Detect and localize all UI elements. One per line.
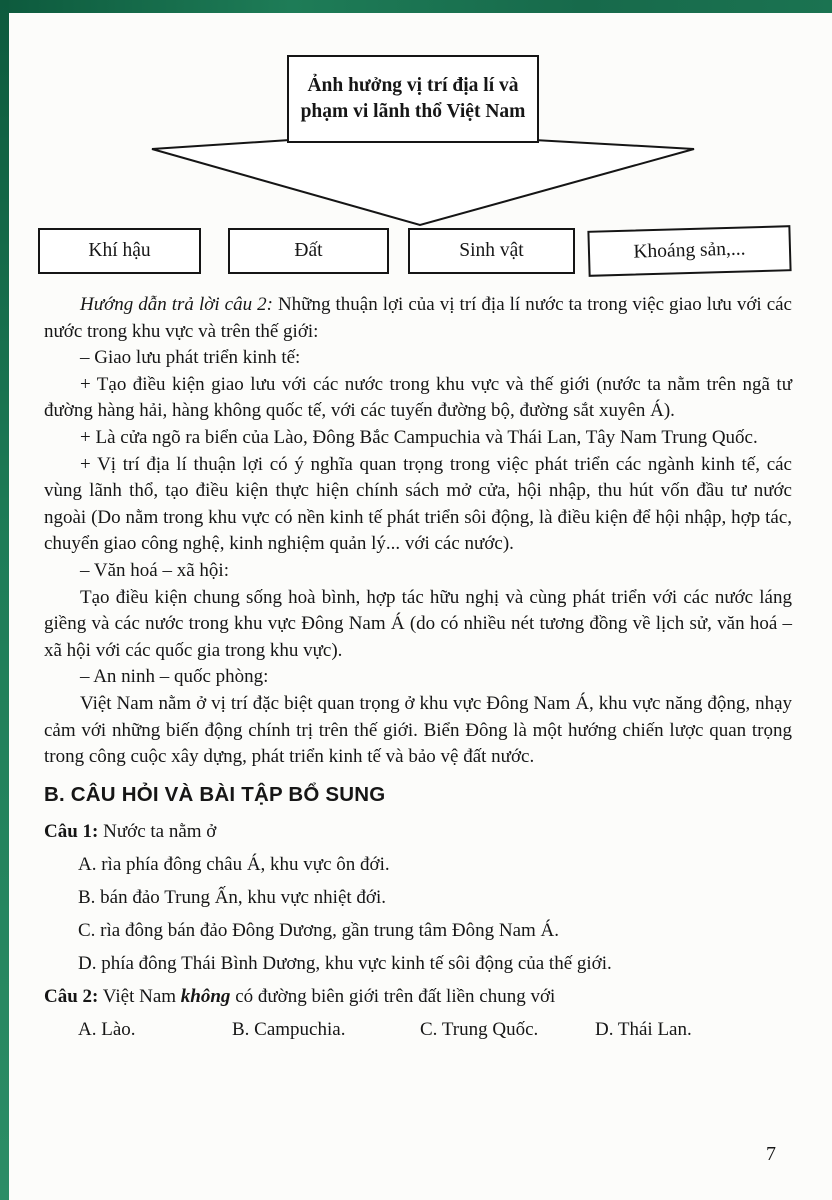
guide-paragraph (44, 292, 792, 345)
paragraph: + Là cửa ngõ ra biển của Lào, Đông Bắc Campuchia và Thái Lan, Tây Nam Trung Quốc. (80, 426, 758, 448)
paragraph: + Tạo điều kiện giao lưu với các nước trong khu vực và thế giới (nước ta nằm trên ngã tư đường hàng hải, hàng không quốc tế, với các tuyến đường bộ, đường sắt xuyên Á). (44, 373, 792, 422)
question-2 (44, 980, 792, 1013)
paragraph: + Vị trí địa lí thuận lợi có ý nghĩa quan trọng trong việc phát triển các ngành kinh tế, các vùng lãnh thổ, tạo điều kiện thực hiện chính sách mở cửa, hội nhập, thu hút vốn đầu tư nước ngoài (Do nằm trong khu vực có nền kinh tế phát triển sôi động, là điều kiện để hội nhập, hợp tác, chuyển giao công nghệ, kinh nghiệm quản lý... với các nước). (44, 453, 792, 555)
paragraph: – Văn hoá – xã hội: (80, 559, 229, 581)
page-body (44, 292, 792, 1046)
question-2-pre: Việt Nam (98, 985, 181, 1007)
q2-options-row (44, 1013, 792, 1046)
q2-option-a: A. Lào. (78, 1018, 136, 1040)
question-1 (44, 815, 792, 848)
book-edge-top (0, 0, 832, 13)
influence-diagram (0, 13, 832, 285)
diagram-box-khoang-san: Khoáng sản,... (587, 225, 791, 277)
diagram-title-box: Ảnh hưởng vị trí địa lí và phạm vi lãnh thổ Việt Nam (287, 55, 539, 143)
diagram-box-khi-hau: Khí hậu (38, 228, 201, 274)
q1-option-a: A. rìa phía đông châu Á, khu vực ôn đới. (78, 853, 390, 875)
question-1-label: Câu 1: (44, 820, 99, 842)
q1-option-c: C. rìa đông bán đảo Đông Dương, gần trung tâm Đông Nam Á. (78, 919, 560, 941)
question-1-text: Nước ta nằm ở (98, 820, 217, 842)
paragraph: – An ninh – quốc phòng: (80, 666, 269, 688)
section-b-title: B. CÂU HỎI VÀ BÀI TẬP BỔ SUNG (44, 782, 386, 806)
question-2-label: Câu 2: (44, 985, 99, 1007)
q1-option-b: B. bán đảo Trung Ấn, khu vực nhiệt đới. (78, 886, 386, 908)
guide-rest: Những thuận lợi của vị trí địa lí nước ta trong việc giao lưu với các nước trong khu vực và trên thế giới: (44, 294, 792, 342)
paragraph: – Giao lưu phát triển kinh tế: (80, 347, 301, 369)
book-edge-left (0, 0, 9, 1200)
q2-option-b: B. Campuchia. (232, 1018, 346, 1040)
guide-lead: Hướng dẫn trả lời câu 2: (80, 294, 273, 315)
question-2-emphasis: không (180, 985, 231, 1007)
q2-option-d: D. Thái Lan. (595, 1018, 692, 1040)
paragraph: Tạo điều kiện chung sống hoà bình, hợp tác hữu nghị và cùng phát triển với các nước láng giềng và các nước trong khu vực Đông Nam Á (do có nhiều nét tương đồng về lịch sử, văn hoá – xã hội với các quốc gia trong khu vực). (44, 586, 792, 661)
question-2-post: có đường biên giới trên đất liền chung với (230, 985, 556, 1007)
q2-option-c: C. Trung Quốc. (420, 1018, 539, 1040)
page-number: 7 (766, 1143, 776, 1165)
diagram-box-dat: Đất (228, 228, 389, 274)
q1-option-d: D. phía đông Thái Bình Dương, khu vực kinh tế sôi động của thế giới. (78, 952, 612, 974)
paragraph: Việt Nam nằm ở vị trí đặc biệt quan trọng ở khu vực Đông Nam Á, khu vực năng động, nhạy cảm với những biến động chính trị trên thế giới. Biển Đông là một hướng chiến lược quan trọng trong công cuộc xây dựng, phát triển kinh tế và bảo vệ đất nước. (44, 692, 792, 768)
diagram-box-sinh-vat: Sinh vật (408, 228, 575, 274)
